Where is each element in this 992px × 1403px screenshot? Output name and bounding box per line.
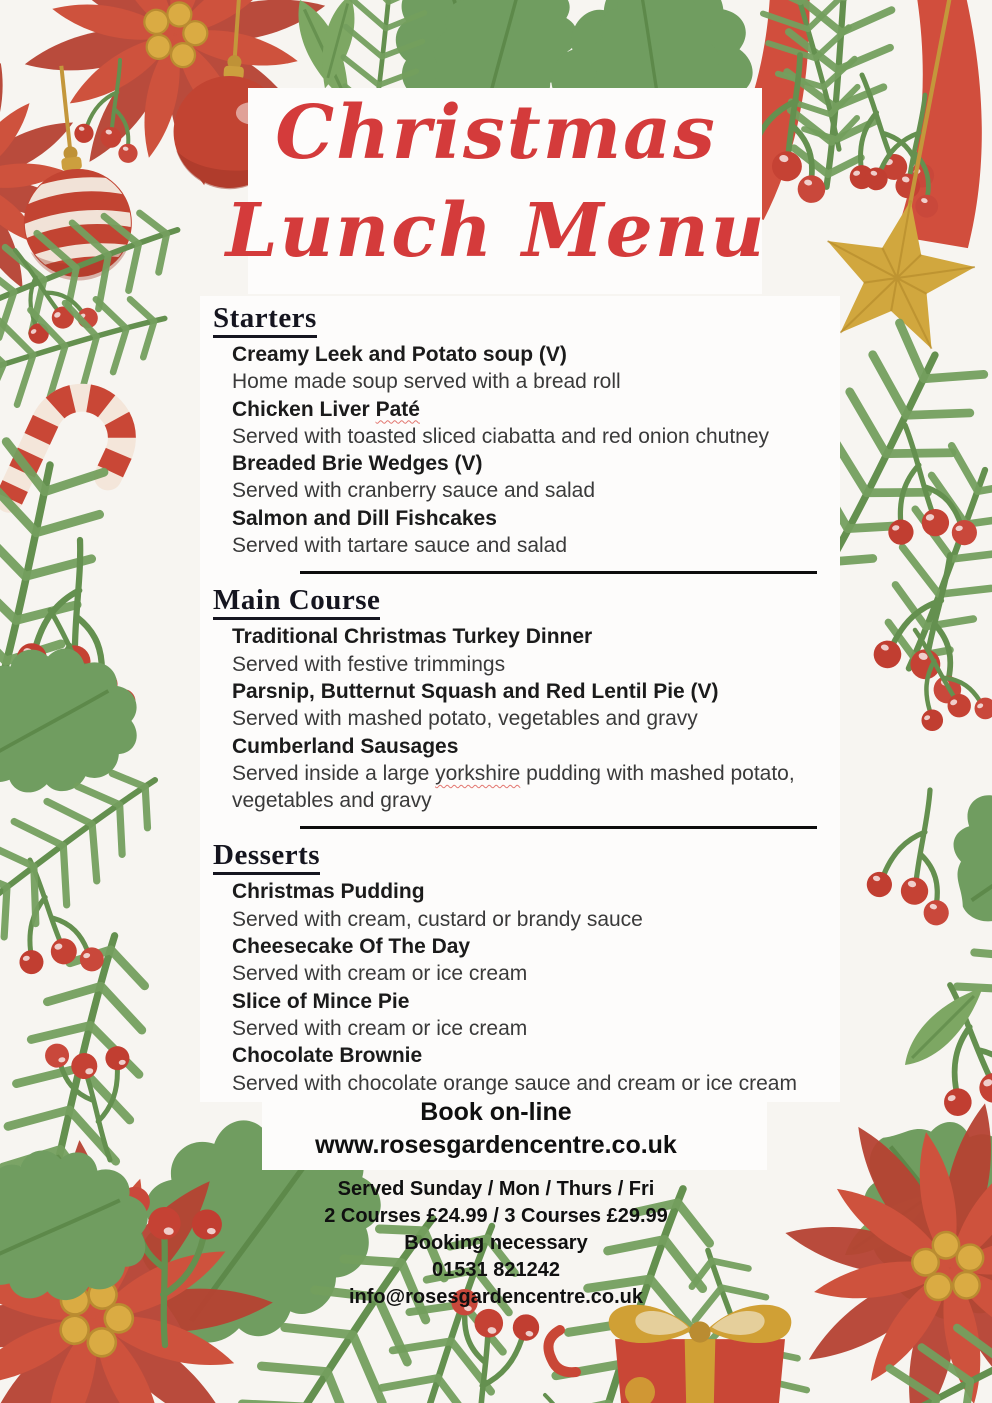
item-desc: Served with mashed potato, vegetables and gravy	[232, 707, 698, 731]
item-desc: Served with toasted sliced ciabatta and red onion chutney	[232, 424, 770, 448]
item-name: Salmon and Dill Fishcakes	[232, 506, 497, 530]
menu-item	[213, 623, 831, 678]
menu-item	[213, 933, 831, 988]
item-desc: Served with cream or ice cream	[232, 1016, 528, 1040]
item-name: Breaded Brie Wedges (V)	[232, 452, 483, 476]
section-divider	[300, 571, 817, 574]
item-desc: Served with festive trimmings	[232, 652, 506, 676]
section-heading-main-course: Main Course	[213, 582, 831, 618]
item-name: Cheesecake Of The Day	[232, 935, 471, 959]
menu-section-starters	[213, 300, 831, 559]
leaf-icon	[894, 977, 992, 1076]
menu-section-desserts	[213, 837, 831, 1096]
holly-leaf-icon	[916, 733, 992, 972]
item-desc: Served with chocolate orange sauce and cream or ice cream	[232, 1071, 797, 1095]
item-desc: Served with cream or ice cream	[232, 962, 528, 986]
item-name: Creamy Leek and Potato soup (V)	[232, 343, 567, 366]
served-days: Served Sunday / Mon / Thurs / Fri	[337, 1178, 655, 1200]
item-desc: Served with cranberry sauce and salad	[232, 479, 596, 503]
menu-title	[0, 84, 992, 280]
item-desc: Served with cream, custard or brandy sauce	[232, 907, 643, 931]
item-desc: Served with tartare sauce and salad	[232, 534, 568, 558]
red-berries-icon	[867, 415, 979, 560]
menu-item	[213, 733, 831, 815]
website-url: www.rosesgardencentre.co.uk	[315, 1131, 677, 1159]
menu-content	[213, 300, 831, 1097]
spellcheck-squiggle: Paté	[375, 397, 420, 421]
item-name: Traditional Christmas Turkey Dinner	[232, 625, 593, 649]
menu-section-main-course	[213, 582, 831, 814]
item-name: Christmas Pudding	[232, 880, 425, 904]
menu-item	[213, 396, 831, 451]
section-heading-starters: Starters	[213, 300, 831, 336]
menu-title-line2: Lunch Menu	[225, 188, 767, 274]
course-prices: 2 Courses £24.99 / 3 Courses £29.99	[324, 1205, 668, 1227]
book-online-label: Book on-line	[420, 1098, 572, 1126]
candy-cane-icon	[9, 385, 135, 533]
red-berries-icon	[0, 848, 107, 989]
menu-title-line1: Christmas	[275, 90, 717, 176]
menu-item	[213, 678, 831, 733]
booking-note: Booking necessary	[404, 1232, 588, 1254]
item-name: Slice of Mince Pie	[232, 989, 410, 1013]
menu-item	[213, 450, 831, 505]
section-divider	[300, 826, 817, 829]
menu-item	[213, 341, 831, 396]
item-name: Chocolate Brownie	[232, 1044, 423, 1068]
booking-info	[0, 1096, 992, 1311]
menu-item	[213, 878, 831, 933]
booking-details	[0, 1176, 992, 1311]
item-desc: Home made soup served with a bread roll	[232, 370, 621, 394]
item-desc: Served inside a large yorkshire pudding with mashed potato, vegetables and gravy	[232, 761, 795, 813]
section-heading-desserts: Desserts	[213, 837, 831, 873]
menu-item	[213, 505, 831, 560]
menu-item	[213, 1042, 831, 1097]
email-address: info@rosesgardencentre.co.uk	[348, 1286, 644, 1308]
item-name: Parsnip, Butternut Squash and Red Lentil Pie (V)	[232, 679, 719, 703]
item-name: Chicken Liver Paté	[232, 397, 420, 421]
left-edge-decoration	[0, 277, 185, 989]
spellcheck-squiggle: yorkshire	[435, 761, 521, 785]
phone-number: 01531 821242	[432, 1259, 560, 1281]
menu-item	[213, 988, 831, 1043]
item-name: Cumberland Sausages	[232, 734, 459, 758]
